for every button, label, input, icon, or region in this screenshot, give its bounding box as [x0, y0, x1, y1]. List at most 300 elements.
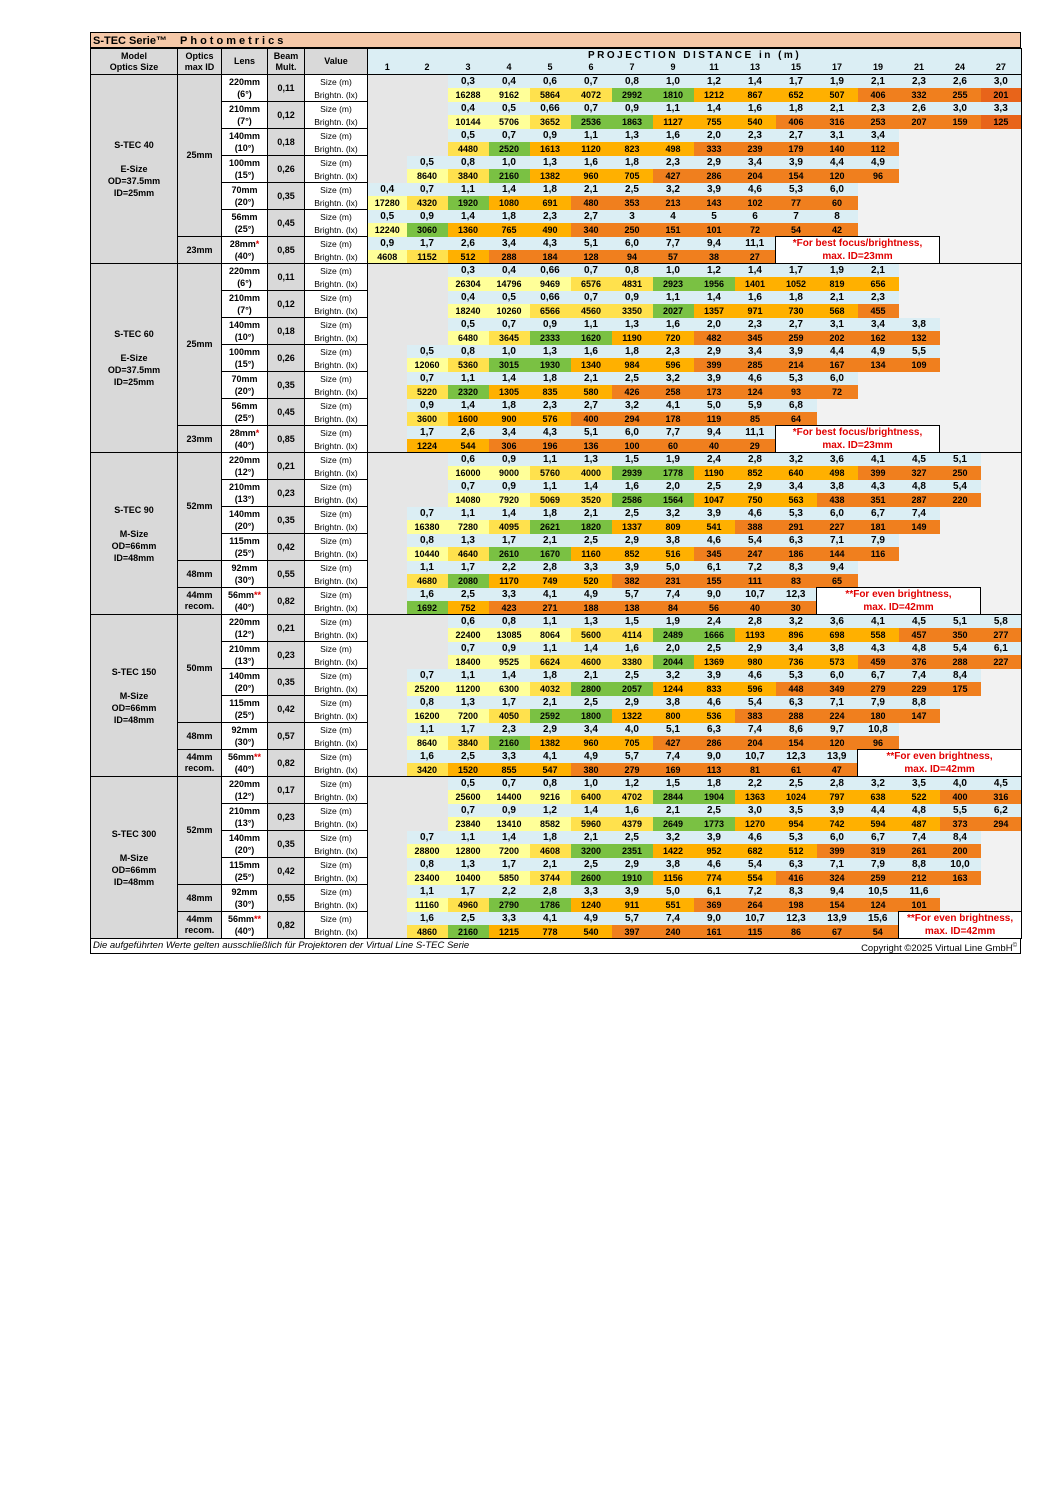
size-cell: 4,6	[735, 372, 776, 386]
size-cell: 0,9	[612, 102, 653, 116]
model-cell	[91, 615, 178, 777]
size-cell: 0,6	[448, 615, 489, 629]
lens-focal: 220mm	[228, 779, 261, 789]
size-cell: 9,4	[817, 561, 858, 575]
size-cell: 0,8	[448, 345, 489, 359]
size-cell: 3,9	[694, 507, 735, 521]
brightness-cell: 72	[735, 223, 776, 237]
size-row	[91, 480, 1022, 494]
lens-focal: 92mm	[231, 725, 258, 735]
size-cell: 6,0	[612, 426, 653, 440]
size-cell: 1,6	[735, 102, 776, 116]
brightness-cell: 14080	[448, 493, 489, 507]
size-cell: 4,8	[899, 804, 940, 818]
beam-mult: 0,11	[268, 75, 305, 102]
size-cell: 2,3	[530, 210, 571, 224]
lens-cell	[222, 777, 268, 804]
brightness-cell: 2489	[653, 628, 694, 642]
size-cell: 3,5	[899, 777, 940, 791]
empty-cell	[940, 520, 981, 534]
size-cell: 3,4	[489, 426, 530, 440]
size-cell: 2,6	[940, 75, 981, 89]
empty-cell	[368, 264, 407, 278]
brightness-cell: 2586	[612, 493, 653, 507]
brightness-cell: 482	[694, 331, 735, 345]
size-cell: 1,6	[612, 804, 653, 818]
brightness-cell: 40	[735, 601, 776, 615]
empty-cell	[981, 331, 1022, 345]
size-cell: 2,1	[858, 75, 899, 89]
empty-cell	[368, 790, 407, 804]
empty-cell	[940, 709, 981, 723]
empty-cell	[858, 183, 899, 197]
empty-cell	[407, 655, 448, 669]
lens-focal: 220mm	[228, 617, 261, 627]
brightness-cell: 3652	[530, 115, 571, 129]
brightness-cell: 227	[981, 655, 1022, 669]
value-label-size: Size (m)	[305, 210, 368, 224]
brightness-cell: 427	[653, 736, 694, 750]
size-cell: 2,0	[694, 129, 735, 143]
brightness-cell: 3350	[612, 304, 653, 318]
size-cell: 3,2	[653, 831, 694, 845]
brightness-cell: 3645	[489, 331, 530, 345]
brightness-cell: 173	[694, 385, 735, 399]
brightness-cell: 383	[735, 709, 776, 723]
brightness-cell: 3200	[571, 844, 612, 858]
size-cell: 6,1	[981, 642, 1022, 656]
brightness-cell: 2057	[612, 682, 653, 696]
empty-cell	[858, 196, 899, 210]
value-label-size: Size (m)	[305, 453, 368, 467]
size-cell: 4,5	[899, 453, 940, 467]
lens-focal: 56mm	[227, 752, 254, 762]
size-cell: 2,6	[899, 102, 940, 116]
empty-cell	[899, 574, 940, 588]
size-cell: 3,4	[489, 237, 530, 251]
brightness-cell: 1337	[612, 520, 653, 534]
brightness-cell: 10144	[448, 115, 489, 129]
size-cell: 1,0	[653, 75, 694, 89]
empty-cell	[899, 534, 940, 548]
brightness-cell: 1620	[571, 331, 612, 345]
value-label-size: Size (m)	[305, 588, 368, 602]
size-row	[91, 588, 1022, 602]
empty-cell	[940, 264, 981, 278]
brightness-cell: 705	[612, 169, 653, 183]
header-value: Value	[305, 49, 368, 75]
size-cell: 0,7	[407, 507, 448, 521]
size-cell: 1,6	[571, 345, 612, 359]
brightness-cell: 4072	[571, 88, 612, 102]
brightness-cell: 1360	[448, 223, 489, 237]
brightness-cell: 4095	[489, 520, 530, 534]
brightness-cell: 1127	[653, 115, 694, 129]
brightness-cell: 16000	[448, 466, 489, 480]
size-cell: 1,4	[735, 264, 776, 278]
size-cell: 1,3	[612, 129, 653, 143]
lens-focal: 115mm	[229, 698, 260, 708]
brightness-cell: 287	[899, 493, 940, 507]
optics-id: 48mm	[186, 730, 213, 741]
brightness-cell: 353	[612, 196, 653, 210]
empty-cell	[407, 466, 448, 480]
empty-cell	[981, 385, 1022, 399]
brightness-cell: 3744	[530, 871, 571, 885]
model-name: S-TEC 150	[111, 666, 157, 677]
brightness-cell: 448	[776, 682, 817, 696]
model-od: OD=66mm	[111, 864, 157, 875]
size-cell: 1,3	[612, 318, 653, 332]
empty-cell	[368, 642, 407, 656]
size-cell: 7,4	[653, 588, 694, 602]
brightness-cell: 60	[817, 196, 858, 210]
brightness-cell: 154	[776, 169, 817, 183]
brightness-cell: 198	[776, 898, 817, 912]
brightness-cell: 455	[858, 304, 899, 318]
brightness-cell: 5600	[571, 628, 612, 642]
empty-cell	[368, 412, 407, 426]
brightness-cell: 416	[776, 871, 817, 885]
empty-cell	[940, 169, 981, 183]
brightness-cell: 96	[858, 736, 899, 750]
empty-cell	[368, 372, 407, 386]
empty-cell	[407, 129, 448, 143]
size-cell: 2,1	[530, 534, 571, 548]
size-cell: 0,9	[489, 804, 530, 818]
lens-angle: (40°)	[234, 926, 255, 936]
empty-cell	[940, 196, 981, 210]
size-cell: 1,8	[530, 372, 571, 386]
lens-focal: 28mm	[229, 428, 256, 438]
header-lens: Lens	[222, 49, 268, 75]
size-cell: 6,3	[776, 858, 817, 872]
empty-cell	[368, 520, 407, 534]
size-cell: 1,3	[530, 156, 571, 170]
brightness-cell: 286	[694, 169, 735, 183]
beam-mult: 0,11	[268, 264, 305, 291]
brightness-cell: 149	[899, 520, 940, 534]
optics-cell	[178, 426, 222, 453]
size-cell: 1,9	[817, 264, 858, 278]
brightness-cell: 143	[694, 196, 735, 210]
size-cell: 12,3	[776, 588, 817, 602]
empty-cell	[858, 223, 899, 237]
brightness-cell: 1363	[735, 790, 776, 804]
empty-cell	[368, 696, 407, 710]
size-cell: 5,3	[776, 831, 817, 845]
brightness-cell: 8582	[530, 817, 571, 831]
size-cell: 1,4	[489, 669, 530, 683]
brightness-cell: 159	[940, 115, 981, 129]
empty-cell	[940, 223, 981, 237]
empty-cell	[899, 223, 940, 237]
value-label-brightness: Brightn. (lx)	[305, 520, 368, 534]
empty-cell	[407, 493, 448, 507]
size-cell: 2,5	[448, 588, 489, 602]
brightness-cell: 1520	[448, 763, 489, 777]
empty-cell	[981, 277, 1022, 291]
beam-mult: 0,35	[268, 183, 305, 210]
beam-mult: 0,82	[268, 912, 305, 939]
lens-focal: 140mm	[228, 833, 261, 843]
size-row	[91, 561, 1022, 575]
size-cell: 0,9	[368, 237, 407, 251]
brightness-cell: 984	[612, 358, 653, 372]
lens-angle: (12°)	[234, 629, 255, 639]
empty-cell	[940, 898, 981, 912]
size-cell: 4,6	[735, 831, 776, 845]
brightness-cell: 109	[899, 358, 940, 372]
brightness-cell: 47	[817, 763, 858, 777]
brightness-cell: 101	[899, 898, 940, 912]
brightness-cell: 563	[776, 493, 817, 507]
size-cell: 1,4	[571, 480, 612, 494]
size-cell: 5,4	[940, 480, 981, 494]
model-id: ID=25mm	[113, 377, 155, 387]
value-label-brightness: Brightn. (lx)	[305, 736, 368, 750]
size-row	[91, 534, 1022, 548]
lens-mark: *	[255, 428, 260, 438]
brightness-cell: 180	[858, 709, 899, 723]
empty-cell	[368, 898, 407, 912]
title-bar	[90, 32, 1021, 48]
empty-cell	[368, 588, 407, 602]
value-label-size: Size (m)	[305, 426, 368, 440]
size-cell: 0,66	[530, 102, 571, 116]
value-label-brightness: Brightn. (lx)	[305, 709, 368, 723]
empty-cell	[858, 372, 899, 386]
empty-cell	[940, 399, 981, 413]
size-cell: 1,7	[448, 561, 489, 575]
optics-cell	[178, 237, 222, 264]
brightness-cell: 2160	[489, 169, 530, 183]
empty-cell	[940, 507, 981, 521]
brightness-cell: 765	[489, 223, 530, 237]
size-cell: 2,5	[694, 804, 735, 818]
size-cell: 13,9	[817, 750, 858, 764]
brightness-cell: 4640	[448, 547, 489, 561]
brightness-cell: 1152	[407, 250, 448, 264]
lens-focal: 115mm	[229, 860, 260, 870]
brightness-cell: 406	[776, 115, 817, 129]
model-sizeclass: M-Size	[119, 528, 149, 539]
brightness-cell: 1910	[612, 871, 653, 885]
size-cell: 7,9	[858, 696, 899, 710]
brightness-cell: 4608	[530, 844, 571, 858]
lens-angle: (30°)	[234, 737, 255, 747]
brightness-cell: 459	[858, 655, 899, 669]
size-cell: 1,4	[448, 399, 489, 413]
optics-cell	[178, 750, 222, 777]
brightness-cell: 61	[776, 763, 817, 777]
empty-cell	[981, 358, 1022, 372]
brightness-cell: 5220	[407, 385, 448, 399]
empty-cell	[899, 196, 940, 210]
size-cell: 1,1	[653, 291, 694, 305]
brightness-cell: 819	[817, 277, 858, 291]
size-cell: 1,1	[448, 507, 489, 521]
brightness-cell: 867	[735, 88, 776, 102]
empty-cell	[981, 129, 1022, 143]
value-label-brightness: Brightn. (lx)	[305, 871, 368, 885]
value-label-brightness: Brightn. (lx)	[305, 88, 368, 102]
model-name: S-TEC 90	[114, 504, 154, 515]
brightness-cell: 406	[858, 88, 899, 102]
brightness-cell: 1120	[571, 142, 612, 156]
size-cell: 2,1	[817, 291, 858, 305]
lens-focal: 210mm	[228, 644, 261, 654]
size-cell: 0,5	[407, 156, 448, 170]
size-cell: 1,9	[653, 453, 694, 467]
size-cell: 2,0	[694, 318, 735, 332]
empty-cell	[368, 129, 407, 143]
brightness-cell: 100	[612, 439, 653, 453]
empty-cell	[981, 412, 1022, 426]
model-cell	[91, 453, 178, 615]
footnote-line: max. ID=42mm	[904, 764, 975, 775]
value-label-brightness: Brightn. (lx)	[305, 763, 368, 777]
brightness-cell: 480	[571, 196, 612, 210]
beam-mult: 0,35	[268, 831, 305, 858]
size-cell: 1,1	[448, 669, 489, 683]
model-name: S-TEC 300	[111, 828, 157, 839]
brightness-cell: 3015	[489, 358, 530, 372]
size-cell: 6,0	[817, 507, 858, 521]
size-cell: 2,2	[489, 885, 530, 899]
brightness-cell: 231	[653, 574, 694, 588]
brightness-cell: 128	[571, 250, 612, 264]
brightness-cell: 2044	[653, 655, 694, 669]
size-cell: 8,8	[899, 858, 940, 872]
size-cell: 1,7	[489, 696, 530, 710]
size-cell: 1,1	[448, 831, 489, 845]
size-cell: 0,8	[530, 777, 571, 791]
empty-cell	[368, 547, 407, 561]
size-cell: 13,9	[817, 912, 858, 926]
brightness-cell: 6624	[530, 655, 571, 669]
brightness-cell: 516	[653, 547, 694, 561]
brightness-cell: 1786	[530, 898, 571, 912]
brightness-cell: 119	[694, 412, 735, 426]
empty-cell	[981, 210, 1022, 224]
size-cell: 1,3	[448, 858, 489, 872]
brightness-cell: 9469	[530, 277, 571, 291]
brightness-cell: 594	[858, 817, 899, 831]
lens-angle: (10°)	[234, 143, 255, 153]
size-cell: 2,4	[694, 615, 735, 629]
footer-copyright: Copyright ©2025 Virtual Line GmbH©	[861, 943, 1017, 955]
size-cell: 1,7	[776, 75, 817, 89]
distance-header: 4	[489, 62, 530, 75]
brightness-cell: 161	[694, 925, 735, 939]
brightness-cell: 113	[694, 763, 735, 777]
brightness-cell: 239	[735, 142, 776, 156]
size-cell: 7,7	[653, 237, 694, 251]
brightness-cell: 954	[776, 817, 817, 831]
value-label-size: Size (m)	[305, 696, 368, 710]
size-cell: 2,0	[653, 480, 694, 494]
empty-cell	[368, 601, 407, 615]
brightness-cell: 1369	[694, 655, 735, 669]
empty-cell	[368, 75, 407, 89]
empty-cell	[940, 237, 981, 251]
size-cell: 3,1	[817, 129, 858, 143]
brightness-cell: 29	[735, 439, 776, 453]
brightness-cell: 1193	[735, 628, 776, 642]
size-cell: 7,9	[858, 534, 899, 548]
lens-cell	[222, 183, 268, 210]
empty-cell	[899, 129, 940, 143]
size-cell: 1,2	[694, 75, 735, 89]
lens-cell	[222, 912, 268, 939]
lens-angle: (13°)	[234, 494, 255, 504]
optics-cell	[178, 912, 222, 939]
size-cell: 1,2	[612, 777, 653, 791]
size-cell: 2,1	[530, 858, 571, 872]
size-row	[91, 102, 1022, 116]
empty-cell	[981, 898, 1022, 912]
brightness-cell: 809	[653, 520, 694, 534]
size-cell: 1,3	[571, 615, 612, 629]
size-cell: 4,6	[694, 534, 735, 548]
value-label-size: Size (m)	[305, 858, 368, 872]
value-label-brightness: Brightn. (lx)	[305, 925, 368, 939]
brightness-cell: 580	[571, 385, 612, 399]
size-cell: 1,0	[489, 345, 530, 359]
empty-cell	[858, 412, 899, 426]
size-cell: 1,7	[407, 426, 448, 440]
brightness-cell: 14796	[489, 277, 530, 291]
brightness-cell: 1190	[694, 466, 735, 480]
lens-focal: 115mm	[229, 536, 260, 546]
brightness-cell: 83	[776, 574, 817, 588]
model-cell	[91, 75, 178, 264]
model-id: ID=48mm	[113, 552, 155, 563]
footnote-line: **For even brightness,	[845, 589, 952, 600]
brightness-cell: 332	[899, 88, 940, 102]
brightness-cell: 3420	[407, 763, 448, 777]
lens-cell	[222, 453, 268, 480]
size-cell: 6,3	[776, 696, 817, 710]
brightness-cell: 800	[653, 709, 694, 723]
empty-cell	[940, 372, 981, 386]
lens-focal: 100mm	[228, 347, 261, 357]
brightness-cell: 1920	[448, 196, 489, 210]
size-cell: 3	[612, 210, 653, 224]
empty-cell	[940, 156, 981, 170]
brightness-cell: 1322	[612, 709, 653, 723]
brightness-cell: 540	[571, 925, 612, 939]
brightness-cell: 2939	[612, 466, 653, 480]
lens-cell	[222, 318, 268, 345]
size-cell: 1,8	[694, 777, 735, 791]
lens-focal: 70mm	[231, 185, 258, 195]
brightness-cell: 2333	[530, 331, 571, 345]
size-cell: 6,0	[817, 183, 858, 197]
size-cell: 4,3	[530, 426, 571, 440]
empty-cell	[407, 264, 448, 278]
size-cell: 1,7	[776, 264, 817, 278]
brightness-cell: 1170	[489, 574, 530, 588]
size-cell: 3,6	[817, 453, 858, 467]
lens-cell	[222, 129, 268, 156]
brightness-cell: 380	[571, 763, 612, 777]
brightness-cell: 5960	[571, 817, 612, 831]
empty-cell	[899, 412, 940, 426]
brightness-cell: 94	[612, 250, 653, 264]
value-label-brightness: Brightn. (lx)	[305, 115, 368, 129]
